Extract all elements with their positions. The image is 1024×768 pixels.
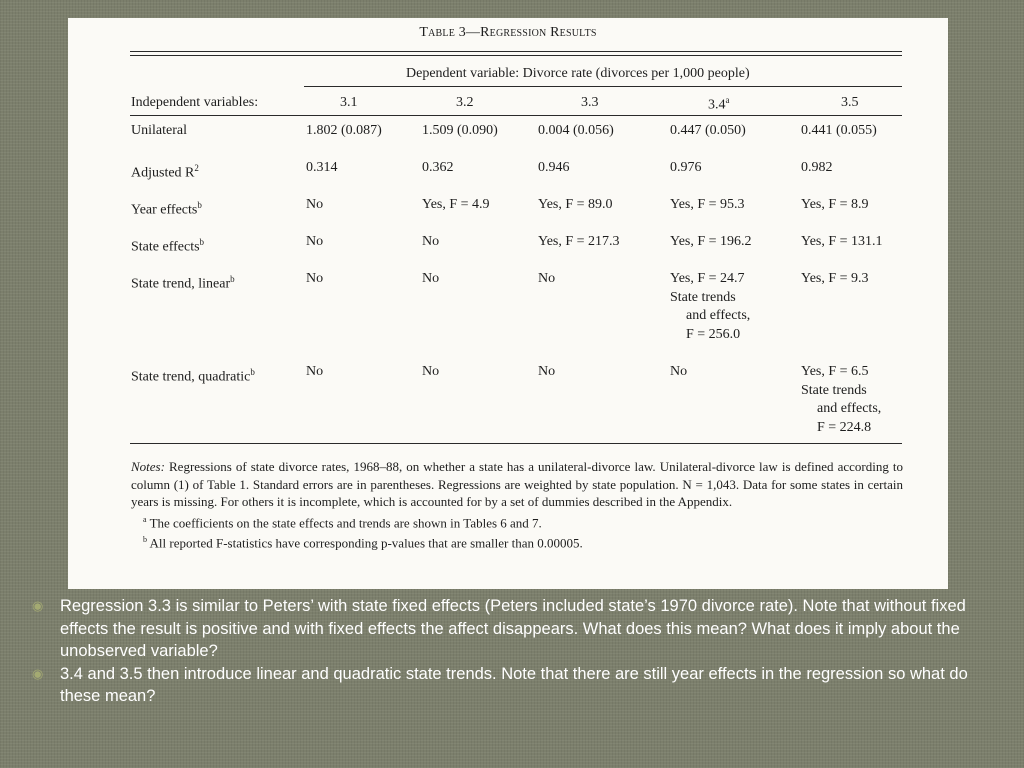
column-header-3-1: 3.1 <box>340 95 358 110</box>
column-header-3-5: 3.5 <box>841 95 859 110</box>
table-cell <box>670 270 750 344</box>
table-cell-line: No <box>306 364 324 379</box>
bullet-item <box>32 663 996 708</box>
table-cell <box>422 196 490 215</box>
table-cell <box>801 159 833 178</box>
table-cell <box>801 196 869 215</box>
table-cell <box>801 363 881 437</box>
table-cell <box>670 196 745 215</box>
table-cell <box>801 270 869 289</box>
table-cell-line: 0.004 (0.056) <box>538 123 614 138</box>
table-notes <box>131 458 903 552</box>
table-cell-line: No <box>422 234 440 249</box>
column-header-3-2: 3.2 <box>456 95 474 110</box>
notes-label: Notes: <box>131 459 165 474</box>
table-cell <box>670 363 687 382</box>
table-cell-line: No <box>422 271 440 286</box>
footnote-b: $^b$ All reported F-statistics have corresponding p-values that are smaller than 0.00005. <box>143 535 583 551</box>
notes-paragraph <box>131 458 903 511</box>
table-cell <box>306 159 338 178</box>
table-cell-line: No <box>306 197 324 212</box>
table-top-rule-2 <box>130 55 902 56</box>
table-cell-line: Yes, F = 217.3 <box>538 234 620 249</box>
table-cell <box>801 122 877 141</box>
bullet-item <box>32 595 996 663</box>
row-label: Unilateral <box>131 123 187 138</box>
table-cell-line: 0.946 <box>538 160 570 175</box>
dependent-variable-caption: Dependent variable: Divorce rate (divorces per 1,000 people) <box>406 66 750 81</box>
table-cell <box>538 233 620 252</box>
table-cell <box>538 363 555 382</box>
table-cell-line: F = 224.8 <box>817 419 872 435</box>
table-title: Table 3—Regression Results <box>419 25 597 40</box>
table-cell-line: 1.802 (0.087) <box>306 123 382 138</box>
table-cell <box>422 122 498 141</box>
table-cell-line: No <box>670 364 688 379</box>
table-cell-line: and effects, <box>686 308 751 323</box>
table-cell-line: Yes, F = 131.1 <box>801 234 883 249</box>
table-cell-line: State trends <box>670 289 736 305</box>
column-header-3-4: 3.4$^a$ <box>708 95 730 113</box>
table-cell-line: State trends <box>801 382 867 398</box>
table-cell <box>538 270 555 289</box>
row-label: State trend, linear$^b$ <box>131 274 235 292</box>
table-cell <box>422 270 439 289</box>
table-cell-line: 1.509 (0.090) <box>422 123 498 138</box>
footnote-a: $^a$ The coefficients on the state effects and trends are shown in Tables 6 and 7. <box>143 514 542 530</box>
table-cell <box>422 363 439 382</box>
bullet-marker-icon: ◉ <box>32 598 44 613</box>
table-cell <box>306 196 323 215</box>
table-cell <box>422 159 454 178</box>
table-cell-line: Yes, F = 9.3 <box>801 271 869 286</box>
header-rule <box>130 115 902 116</box>
table-cell <box>306 122 382 141</box>
caption-rule <box>304 86 902 87</box>
table-cell <box>670 159 702 178</box>
row-label: State effects$^b$ <box>131 237 205 255</box>
bullet-list <box>32 595 996 708</box>
table-cell-line: Yes, F = 6.5 <box>801 364 869 379</box>
table-cell-line: No <box>422 364 440 379</box>
row-label: Adjusted $R^2$ <box>131 163 199 181</box>
table-cell-line: No <box>538 271 556 286</box>
table-cell-line: Yes, F = 95.3 <box>670 197 745 212</box>
row-label: State trend, quadratic$^b$ <box>131 367 255 385</box>
table-cell-line: 0.314 <box>306 160 338 175</box>
bullet-text: Regression 3.3 is similar to Peters’ with state fixed effects (Peters included state’s 1970 divorce rate). Note that without fixed effects the result is positive and with fixed effects the affect disappears. What does this mean? What does it imply about the unobserved variable? <box>60 597 966 660</box>
table-cell-line: No <box>538 364 556 379</box>
table-cell-line: 0.362 <box>422 160 454 175</box>
table-cell-line: and effects, <box>817 401 882 416</box>
table-cell <box>306 233 323 252</box>
table-top-rule <box>130 51 902 52</box>
table-cell-line: 0.982 <box>801 160 833 175</box>
table-cell-line: Yes, F = 89.0 <box>538 197 613 212</box>
table-cell-line: Yes, F = 24.7 <box>670 271 745 286</box>
table-cell-line: 0.447 (0.050) <box>670 123 746 138</box>
table-cell <box>670 233 752 252</box>
column-header-independent: Independent variables: <box>131 95 259 110</box>
table-cell-line: Yes, F = 4.9 <box>422 197 490 212</box>
table-cell <box>670 122 746 141</box>
row-label: Year effects$^b$ <box>131 200 202 218</box>
table-cell <box>538 122 614 141</box>
regression-table-image <box>68 18 948 589</box>
table-cell-line: No <box>306 271 324 286</box>
table-cell-line: Yes, F = 196.2 <box>670 234 752 249</box>
table-cell-line: F = 256.0 <box>686 326 741 342</box>
bullet-text: 3.4 and 3.5 then introduce linear and quadratic state trends. Note that there are still year effects in the regression so what do these mean? <box>60 664 968 705</box>
table-cell <box>538 196 613 215</box>
table-bottom-rule <box>130 443 902 444</box>
notes-text: Regressions of state divorce rates, 1968–88, on whether a state has a unilateral-divorce law. Unilateral-divorce law is defined according to column (1) of Table 1. Standard errors are in parentheses. Regressions are weighted by state population. N = 1,043. Data for some states in certain years is missing. For others it is incomplete, which is accounted for by a set of dummies described in the Appendix. <box>131 459 903 509</box>
table-cell <box>306 270 323 289</box>
table-cell-line: Yes, F = 8.9 <box>801 197 869 212</box>
table-cell <box>306 363 323 382</box>
table-cell <box>422 233 439 252</box>
table-cell-line: 0.441 (0.055) <box>801 123 877 138</box>
table-cell-line: 0.976 <box>670 160 702 175</box>
table-cell <box>801 233 883 252</box>
column-header-3-3: 3.3 <box>581 95 599 110</box>
table-cell-line: No <box>306 234 324 249</box>
table-cell <box>538 159 570 178</box>
bullet-marker-icon: ◉ <box>32 665 44 681</box>
